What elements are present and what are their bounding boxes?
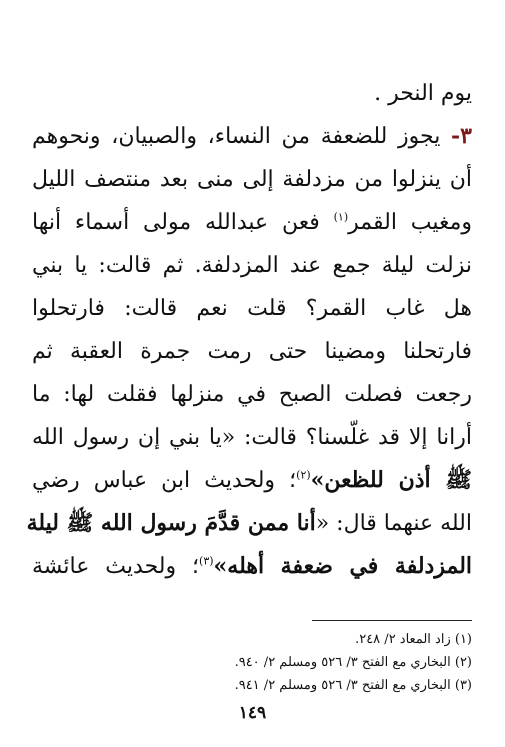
text-line: فارتحلنا ومضينا حتى رمت جمرة العقبة ثم xyxy=(32,339,472,364)
footnote-divider xyxy=(312,620,472,621)
footnote-ref: (١) xyxy=(333,210,349,224)
item-number: ٣- xyxy=(451,123,472,149)
footnotes xyxy=(32,628,472,697)
page-number: ١٤٩ xyxy=(238,703,267,723)
text-line: ومغيب القمر$^{(١)}$ فعن عبدالله مولى أسماء أنها xyxy=(32,210,472,235)
footnote-ref: (٢) xyxy=(296,468,311,482)
text-line: أن ينزلوا من مزدلفة إلى منى بعد منتصف الليل xyxy=(32,167,472,192)
body-text xyxy=(26,72,473,588)
text-line: رجعت فصلت الصبح في منزلها فقلت لها: ما xyxy=(32,382,472,407)
footnote-ref: (٣) xyxy=(199,554,214,568)
footnote: (٢) البخاري مع الفتح ٣/ ٥٢٦ ومسلم ٢/ ٩٤٠. xyxy=(234,655,472,670)
text-line: هل غاب القمر؟ قلت نعم قالت: فارتحلوا xyxy=(32,296,472,321)
text-line: أرانا إلا قد غلّسنا؟ قالت: «يا بني إن رسول الله xyxy=(32,425,472,450)
text-line: المزدلفة في ضعفة أهله»$^{(٣)}$؛ ولحديث عائشة xyxy=(32,553,473,579)
footnote: (٣) البخاري مع الفتح ٣/ ٥٢٦ ومسلم ٢/ ٩٤١. xyxy=(234,678,472,693)
text-line: ٣- يجوز للضعفة من النساء، والصبيان، ونحوهم xyxy=(32,123,472,149)
footnote: (١) زاد المعاد ٢/ ٢٤٨. xyxy=(355,632,472,647)
text-line: الله عنهما قال: «أنا ممن قدَّمَ رسول الله ﷺ ليلة xyxy=(26,510,472,536)
text-line: ﷺ أذن للظعن»$^{(٢)}$؛ ولحديث ابن عباس رضي xyxy=(32,467,472,493)
text-line: نزلت ليلة جمع عند المزدلفة. ثم قالت: يا بني xyxy=(32,253,472,278)
text-line: يوم النحر . xyxy=(374,81,472,106)
